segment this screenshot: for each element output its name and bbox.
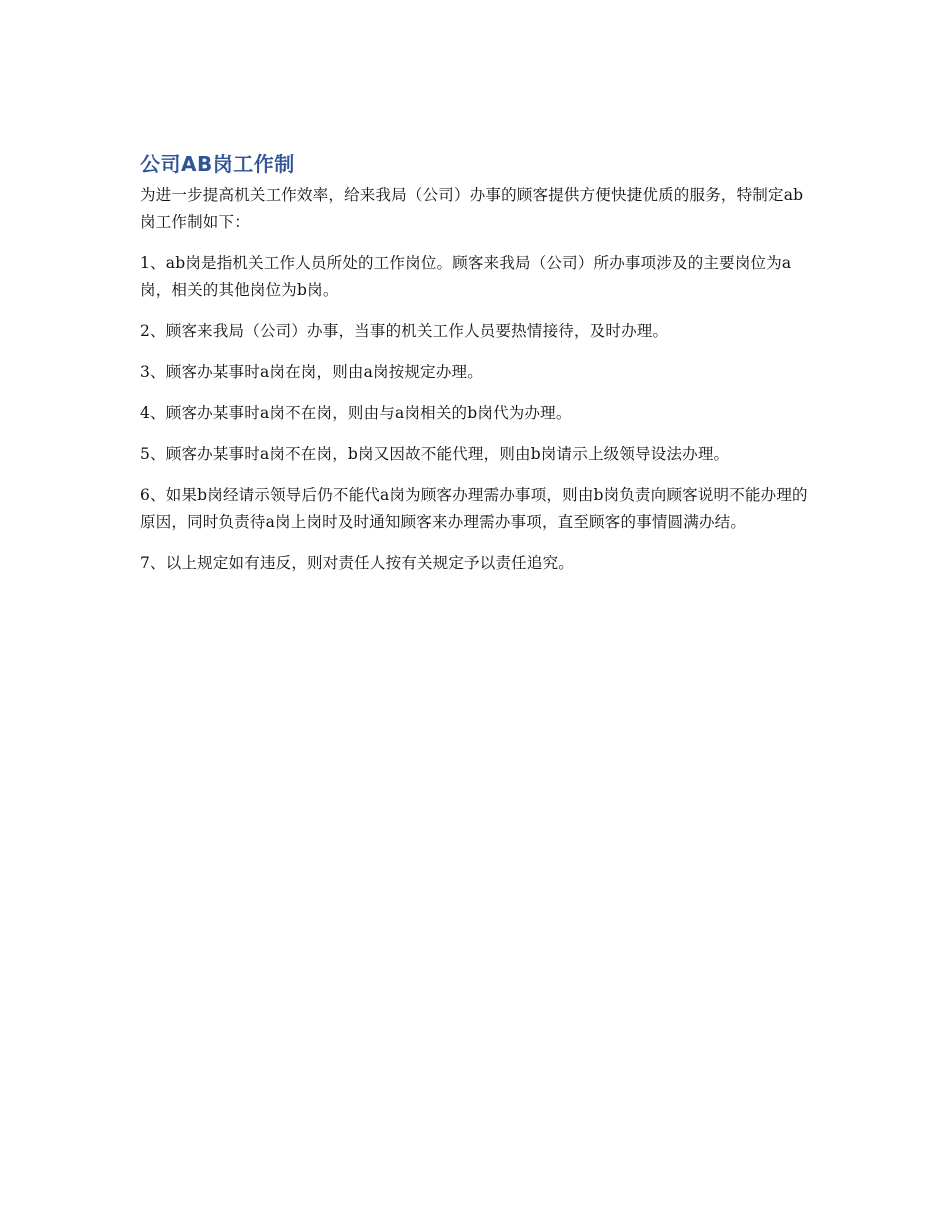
rule-item-5: 5、顾客办某事时a岗不在岗，b岗又因故不能代理，则由b岗请示上级领导设法办理。 [140,445,730,463]
rule-item-4: 4、顾客办某事时a岗不在岗，则由与a岗相关的b岗代为办理。 [140,404,572,422]
rule-item-6: 6、如果b岗经请示领导后仍不能代a岗为顾客办理需办事项，则由b岗负责向顾客说明不能办理的原因，同时负责待a岗上岗时及时通知顾客来办理需办事项，直至顾客的事情圆满办结。 [140,486,808,531]
document-title: 公司AB岗工作制 [140,152,295,176]
document-page [140,150,812,591]
rule-item-7: 7、以上规定如有违反，则对责任人按有关规定予以责任追究。 [140,554,574,572]
intro-paragraph: 为进一步提高机关工作效率，给来我局（公司）办事的顾客提供方便快捷优质的服务，特制定ab岗工作制如下： [140,186,804,231]
rule-item-1: 1、ab岗是指机关工作人员所处的工作岗位。顾客来我局（公司）所办事项涉及的主要岗位为a岗，相关的其他岗位为b岗。 [140,254,792,299]
rule-item-2: 2、顾客来我局（公司）办事，当事的机关工作人员要热情接待，及时办理。 [140,322,669,340]
rule-item-3: 3、顾客办某事时a岗在岗，则由a岗按规定办理。 [140,363,483,381]
